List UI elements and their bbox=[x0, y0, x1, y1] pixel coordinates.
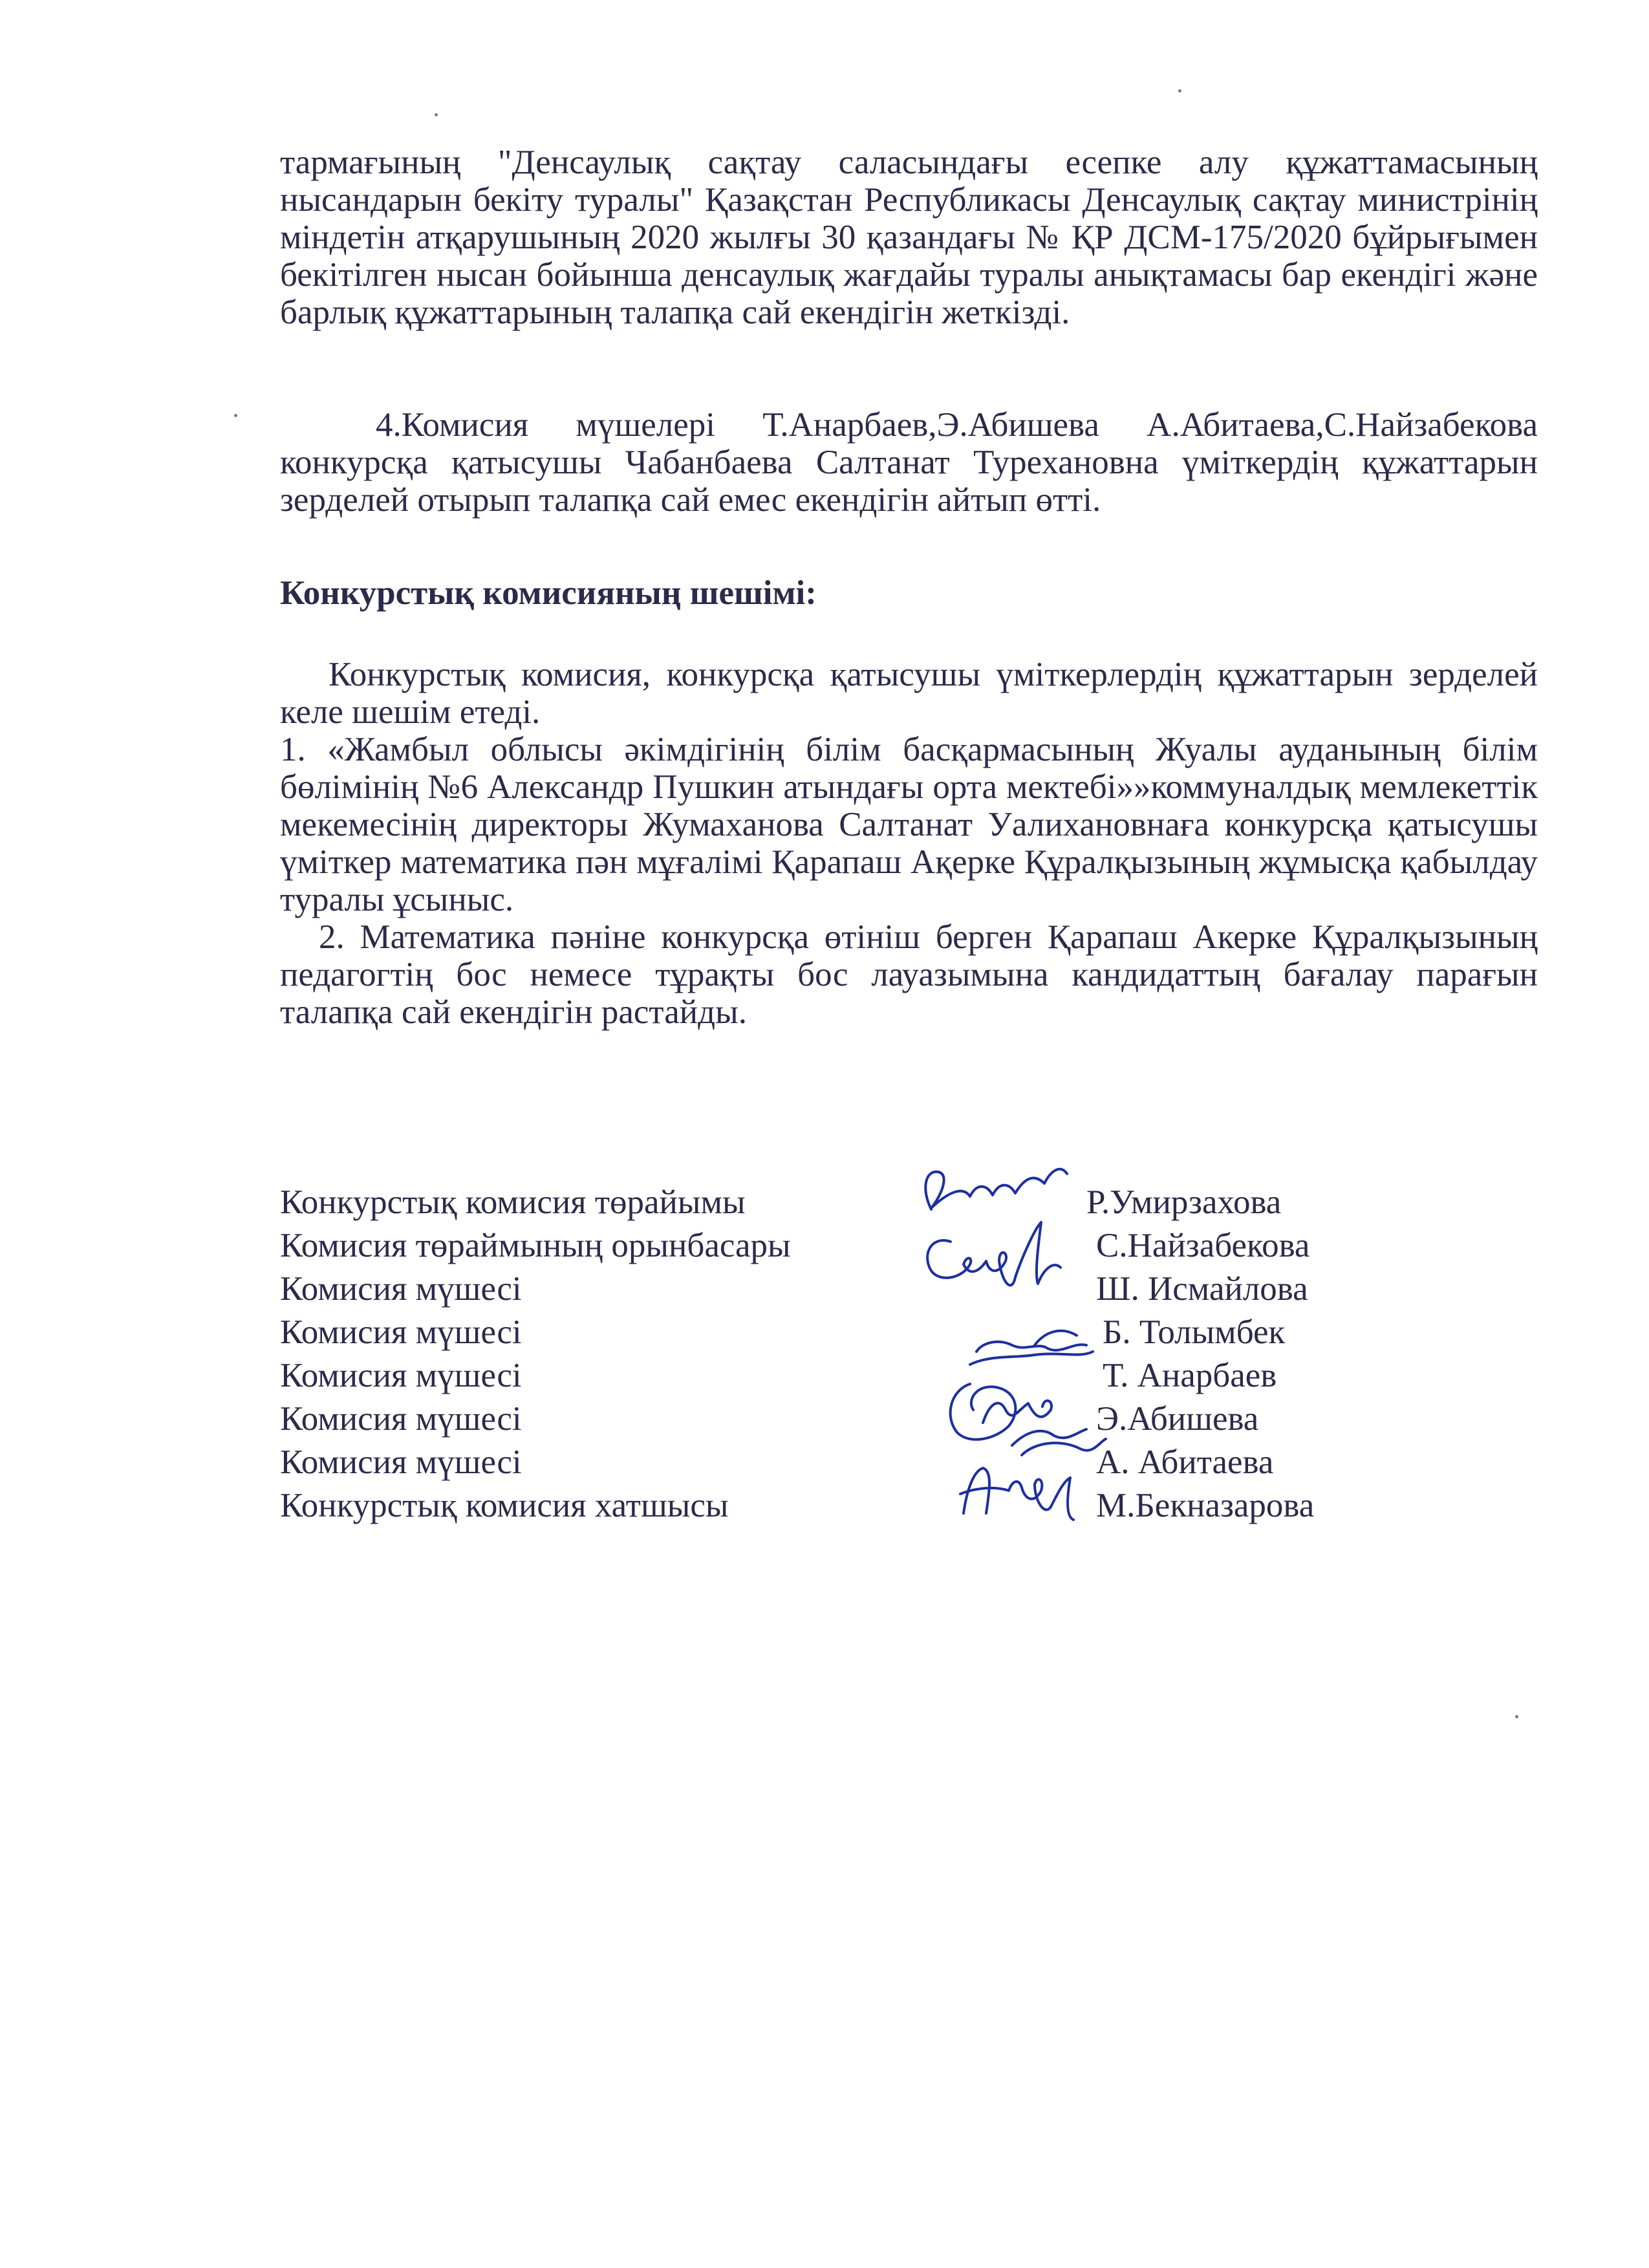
signatory-role: Комисия мүшесі bbox=[280, 1400, 522, 1438]
signatory-row bbox=[280, 1311, 1379, 1354]
decision-intro: Конкурстық комисия, конкурсқа қатысушы үміткерлердің құжаттарын зерделей келе шешім етеді. bbox=[280, 656, 1538, 731]
signatory-name: Р.Умирзахова bbox=[1086, 1183, 1282, 1221]
signatory-name: А. Абитаева bbox=[1096, 1443, 1274, 1481]
signatory-row bbox=[280, 1224, 1379, 1268]
signatory-row bbox=[280, 1441, 1379, 1484]
paragraph-health-certificate bbox=[280, 144, 1538, 331]
decision-item-1: 1. «Жамбыл облысы әкімдігінің білім басқармасының Жуалы ауданының білім бөлімінің №6 Александр Пушкин атындағы орта мектебі»»коммуналдық мемлекеттік мекемесінің директоры Жумаханова Салтанат Уалихановнаға конкурсқа қатысушы үміткер математика пән мұғалімі Қарапаш Ақерке Құралқызының жұмысқа қабылдау туралы ұсыныс. bbox=[280, 731, 1538, 918]
paragraph-text: 4.Комисия мүшелері Т.Анарбаев,Э.Абишева А.Абитаева,С.Найзабекова конкурсқа қатысушы Чабанбаева Салтанат Турехановна үміткердің құжаттарын зерделей отырып талапқа сай емес екендігін айтып өтті. bbox=[280, 406, 1538, 519]
signatory-name: С.Найзабекова bbox=[1096, 1227, 1310, 1264]
signatory-row bbox=[280, 1398, 1379, 1441]
signatory-row bbox=[280, 1484, 1379, 1528]
scan-speck bbox=[435, 113, 438, 116]
signatory-role: Комисия мүшесі bbox=[280, 1270, 522, 1308]
signatory-name: М.Бекназарова bbox=[1096, 1487, 1315, 1524]
decision-heading: Конкурстық комисияның шешімі: bbox=[280, 574, 817, 612]
signatory-role: Комисия мүшесі bbox=[280, 1313, 522, 1351]
scan-speck bbox=[1515, 1715, 1518, 1718]
signatory-name: Т. Анарбаев bbox=[1103, 1357, 1277, 1394]
decision-section bbox=[280, 656, 1538, 1031]
signatory-name: Б. Толымбек bbox=[1103, 1313, 1286, 1351]
paragraph-text: тармағының "Денсаулық сақтау саласындағы есепке алу құжаттамасының нысандарын бекіту туралы" Қазақстан Республикасы Денсаулық сақтау министрінің міндетін атқарушының 2020 жылғы 30 қазандағы № ҚР ДСМ-175/2020 бұйрығымен бекітілген нысан бойынша денсаулық жағдайы туралы анықтамасы бар екендігі және барлық құжаттарының талапқа сай екендігін жеткізді. bbox=[280, 144, 1538, 331]
signatory-row bbox=[280, 1354, 1379, 1398]
signatory-role: Комисия мүшесі bbox=[280, 1443, 522, 1481]
signatory-row bbox=[280, 1268, 1379, 1311]
signatory-role: Комисия мүшесі bbox=[280, 1357, 522, 1394]
signatory-role: Конкурстық комисия төрайымы bbox=[280, 1183, 746, 1221]
signatory-role: Конкурстық комисия хатшысы bbox=[280, 1487, 729, 1524]
paragraph-commission-members bbox=[280, 406, 1538, 519]
signatory-role: Комисия төраймының орынбасары bbox=[280, 1227, 791, 1264]
scan-speck bbox=[1178, 89, 1181, 92]
signatory-name: Э.Абишева bbox=[1096, 1400, 1259, 1438]
decision-item-2: 2. Математика пәніне конкурсқа өтініш берген Қарапаш Акерке Құралқызының педагогтің бос немесе тұрақты бос лауазымына кандидаттың бағалау парағын талапқа сай екендігін растайды. bbox=[280, 918, 1538, 1031]
signatory-row bbox=[280, 1181, 1379, 1224]
signatory-name: Ш. Исмайлова bbox=[1096, 1270, 1308, 1308]
scan-speck bbox=[234, 414, 237, 417]
signature-block bbox=[280, 1181, 1379, 1528]
